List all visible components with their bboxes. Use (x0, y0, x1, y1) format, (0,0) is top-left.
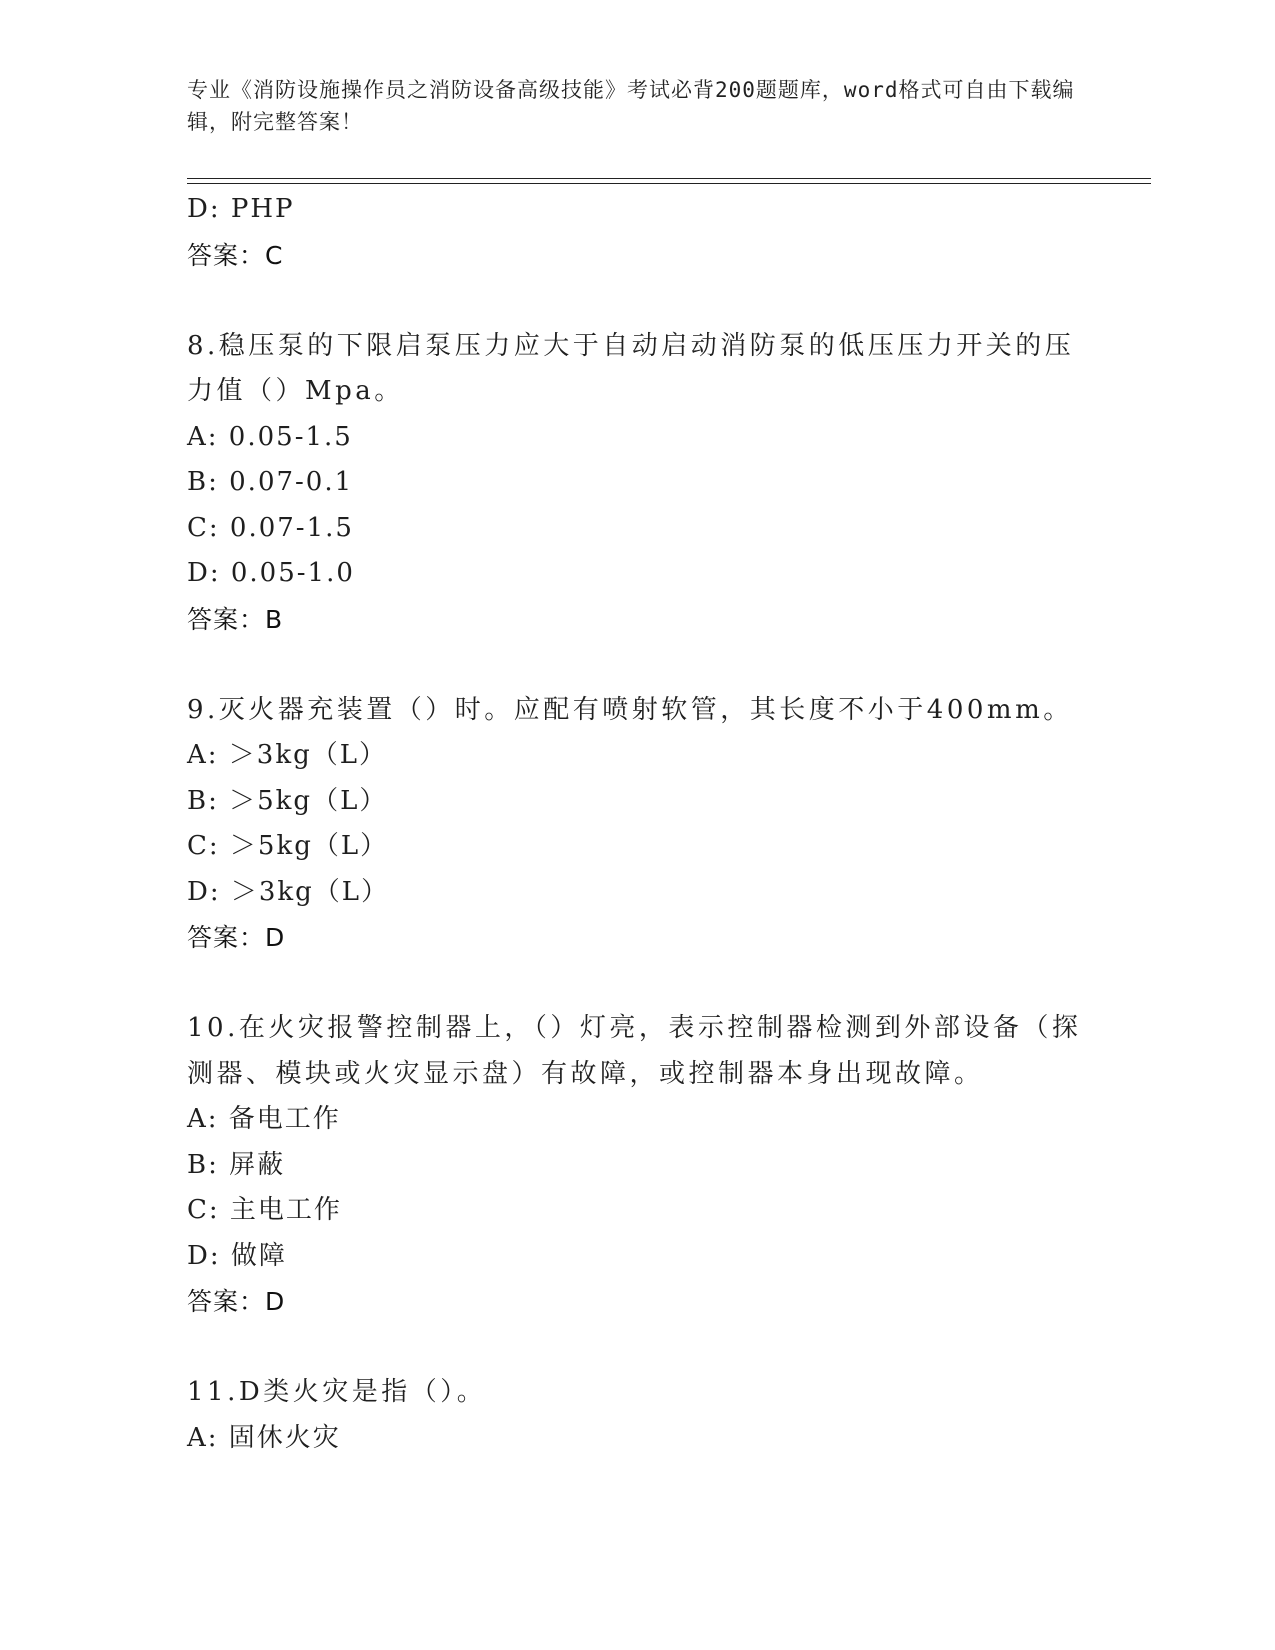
answer-line: 答案：B (187, 604, 284, 634)
option-b: B: 0.07-0.1 (187, 467, 354, 497)
option-c: C: 0.07-1.5 (187, 512, 354, 543)
spacer (187, 961, 1087, 1007)
question-stem: 11.D类火灾是指（）。 (187, 1377, 487, 1407)
spacer (187, 642, 1087, 688)
option-a: A: ＞3kg（L） (187, 740, 388, 770)
option-c: C: ＞5kg（L） (187, 831, 389, 861)
header-divider-bottom (187, 183, 1151, 184)
answer-line: 答案：D (187, 1287, 286, 1316)
answer-line: 答案：C (187, 240, 284, 270)
option-a: A: 备电工作 (187, 1104, 341, 1134)
option-a: A: 固休火灾 (187, 1422, 341, 1453)
question-content (187, 187, 1087, 1461)
option-d: D: ＞3kg（L） (187, 876, 390, 907)
option-b: B: 屏蔽 (187, 1149, 286, 1180)
option-d: D: PHP (187, 194, 295, 224)
spacer (187, 1325, 1087, 1371)
question-stem: 10.在火灾报警控制器上，（）灯亮，表示控制器检测到外部设备（探测器、模块或火灾显示盘）有故障，或控制器本身出现故障。 (187, 1013, 1082, 1089)
option-b: B: ＞5kg（L） (187, 785, 388, 816)
answer-line: 答案：D (187, 923, 286, 952)
header-divider-top (187, 178, 1151, 179)
document-header: 专业《消防设施操作员之消防设备高级技能》考试必背200题题库，word格式可自由下载编辑，附完整答案！ (187, 78, 1075, 134)
question-stem: 8.稳压泵的下限启泵压力应大于自动启动消防泵的低压压力开关的压力值（）Mpa。 (187, 330, 1075, 406)
spacer (187, 278, 1087, 324)
option-c: C: 主电工作 (187, 1195, 342, 1225)
question-stem: 9.灭火器充装置（）时。应配有喷射软管，其长度不小于400mm。 (187, 694, 1073, 725)
option-d: D: 0.05-1.0 (187, 558, 355, 588)
option-a: A: 0.05-1.5 (187, 421, 353, 452)
option-d: D: 做障 (187, 1240, 287, 1271)
